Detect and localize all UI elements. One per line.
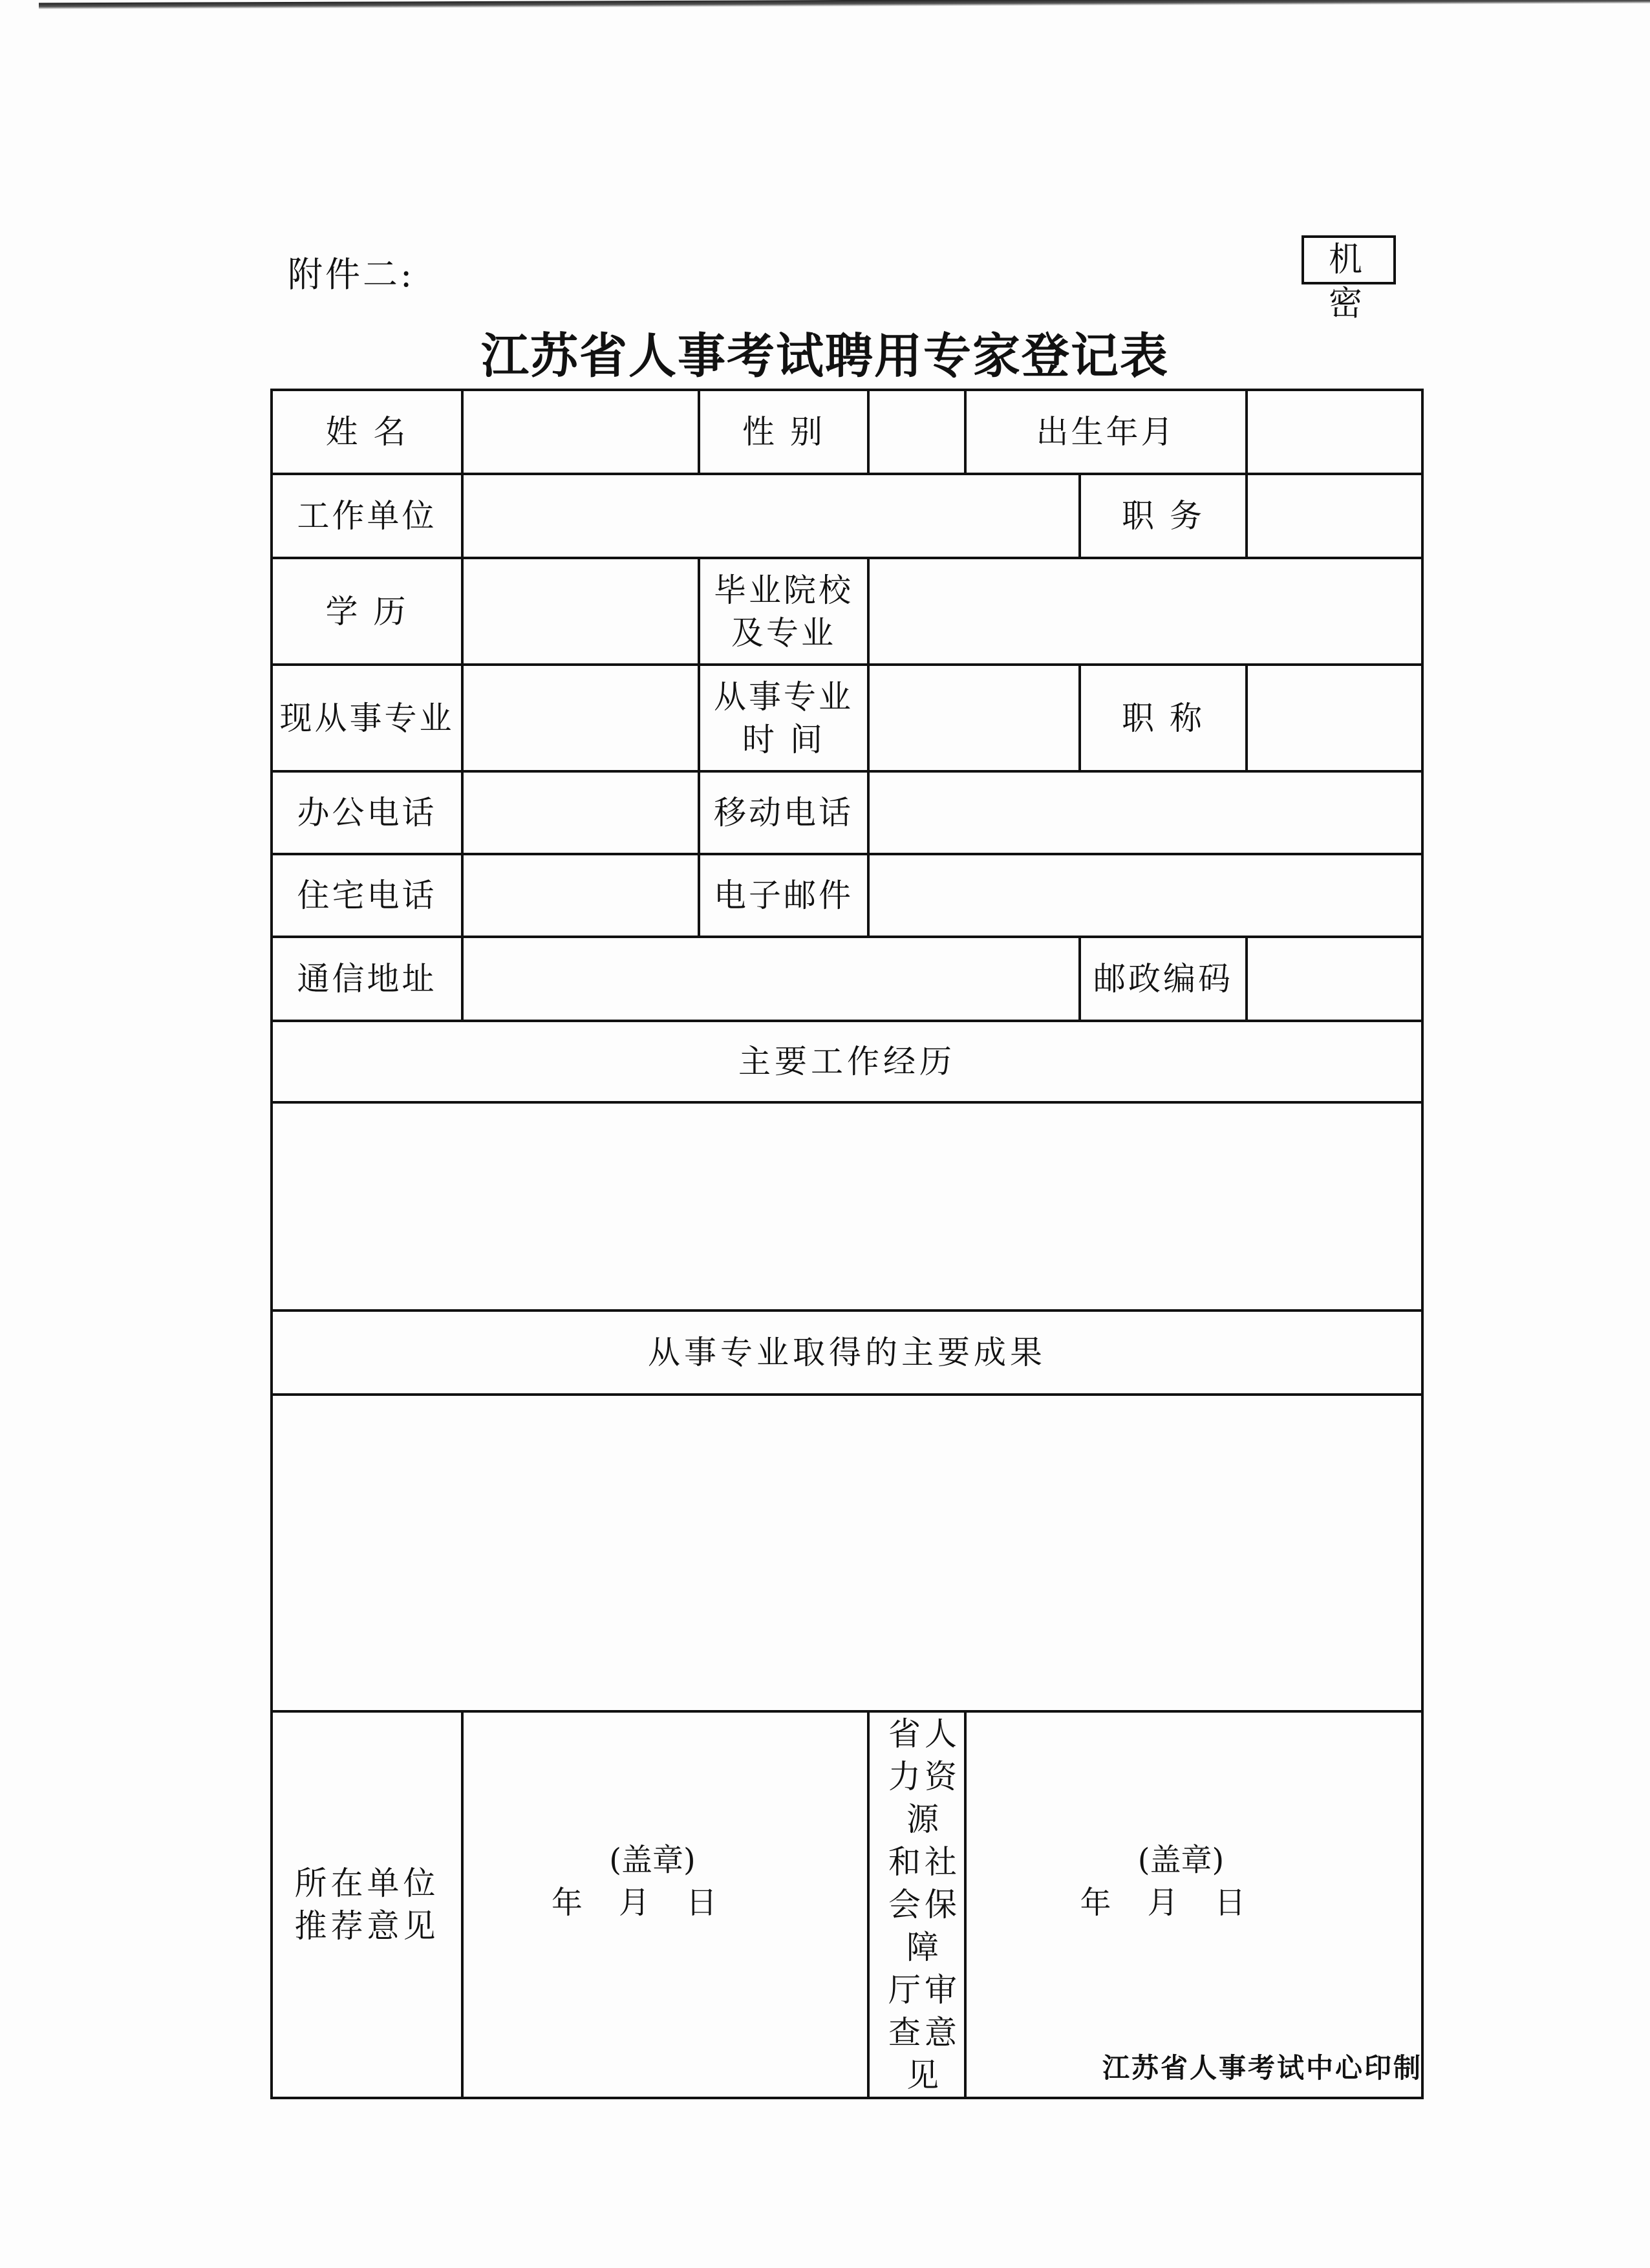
home-phone-field[interactable] (462, 854, 699, 937)
graduated-school-line2: 及专业 (731, 614, 836, 652)
dept-opinion-label (868, 1711, 965, 2098)
dept-opinion-line3: 厅审查意见 (888, 1971, 961, 2094)
name-field[interactable] (462, 390, 699, 474)
row-specialty (272, 665, 1422, 771)
dept-seal-label: (盖章) (1137, 1842, 1225, 1878)
registration-table (270, 389, 1424, 2099)
work-unit-label: 工作单位 (272, 474, 462, 558)
education-label: 学 历 (272, 558, 462, 665)
row-opinions (272, 1711, 1422, 2098)
home-phone-label: 住宅电话 (272, 854, 462, 937)
work-history-heading: 主要工作经历 (272, 1021, 1422, 1102)
row-basic (272, 390, 1422, 474)
dept-opinion-field[interactable] (965, 1711, 1422, 2098)
address-field[interactable] (462, 937, 1080, 1021)
row-education (272, 558, 1422, 665)
graduated-school-line1: 毕业院校 (714, 571, 853, 609)
postcode-field[interactable] (1247, 937, 1422, 1021)
row-achievements-header (272, 1311, 1422, 1395)
row-phones (272, 771, 1422, 854)
dept-opinion-line1: 省人力资源 (888, 1715, 961, 1838)
unit-opinion-line1: 所在单位 (294, 1865, 440, 1902)
classification-box: 机 密 (1302, 235, 1396, 284)
dept-date-label: 年月日 (1080, 1885, 1282, 1921)
position-field[interactable] (1247, 474, 1422, 558)
row-achievements-body (272, 1395, 1422, 1711)
specialty-years-line2: 时 间 (742, 720, 825, 758)
birth-field[interactable] (1247, 390, 1422, 474)
unit-opinion-line2: 推荐意见 (294, 1907, 440, 1945)
email-field[interactable] (868, 854, 1422, 937)
graduated-school-label (699, 558, 868, 665)
office-phone-label: 办公电话 (272, 771, 462, 854)
work-history-field[interactable] (272, 1102, 1422, 1311)
printer-footer: 江苏省人事考试中心印制 (1102, 2052, 1423, 2084)
scan-edge (39, 0, 1650, 9)
attachment-label: 附件二: (288, 254, 415, 295)
row-work-history-header (272, 1021, 1422, 1102)
office-phone-field[interactable] (462, 771, 699, 854)
position-label: 职 务 (1080, 474, 1247, 558)
work-unit-field[interactable] (462, 474, 1080, 558)
graduated-school-field[interactable] (868, 558, 1422, 665)
mobile-phone-label: 移动电话 (699, 771, 868, 854)
current-specialty-field[interactable] (462, 665, 699, 771)
row-address (272, 937, 1422, 1021)
birth-label: 出生年月 (965, 390, 1247, 474)
unit-date-label: 年月日 (551, 1885, 753, 1921)
row-work-unit (272, 474, 1422, 558)
achievements-heading: 从事专业取得的主要成果 (272, 1311, 1422, 1395)
unit-seal-label: (盖章) (609, 1842, 696, 1878)
address-label: 通信地址 (272, 937, 462, 1021)
name-label: 姓 名 (272, 390, 462, 474)
education-field[interactable] (462, 558, 699, 665)
mobile-phone-field[interactable] (868, 771, 1422, 854)
email-label: 电子邮件 (699, 854, 868, 937)
dept-opinion-line2: 和社会保障 (888, 1843, 961, 1966)
unit-opinion-label (272, 1711, 462, 2098)
form-title: 江苏省人事考试聘用专家登记表 (481, 328, 1169, 384)
specialty-years-field[interactable] (868, 665, 1080, 771)
row-work-history-body (272, 1102, 1422, 1311)
title-rank-label: 职 称 (1080, 665, 1247, 771)
gender-field[interactable] (868, 390, 965, 474)
row-home-email (272, 854, 1422, 937)
current-specialty-label: 现从事专业 (272, 665, 462, 771)
postcode-label: 邮政编码 (1080, 937, 1247, 1021)
achievements-field[interactable] (272, 1395, 1422, 1711)
unit-opinion-field[interactable] (462, 1711, 868, 2098)
specialty-years-line1: 从事专业 (714, 678, 853, 716)
specialty-years-label (699, 665, 868, 771)
gender-label: 性 别 (699, 390, 868, 474)
title-rank-field[interactable] (1247, 665, 1422, 771)
